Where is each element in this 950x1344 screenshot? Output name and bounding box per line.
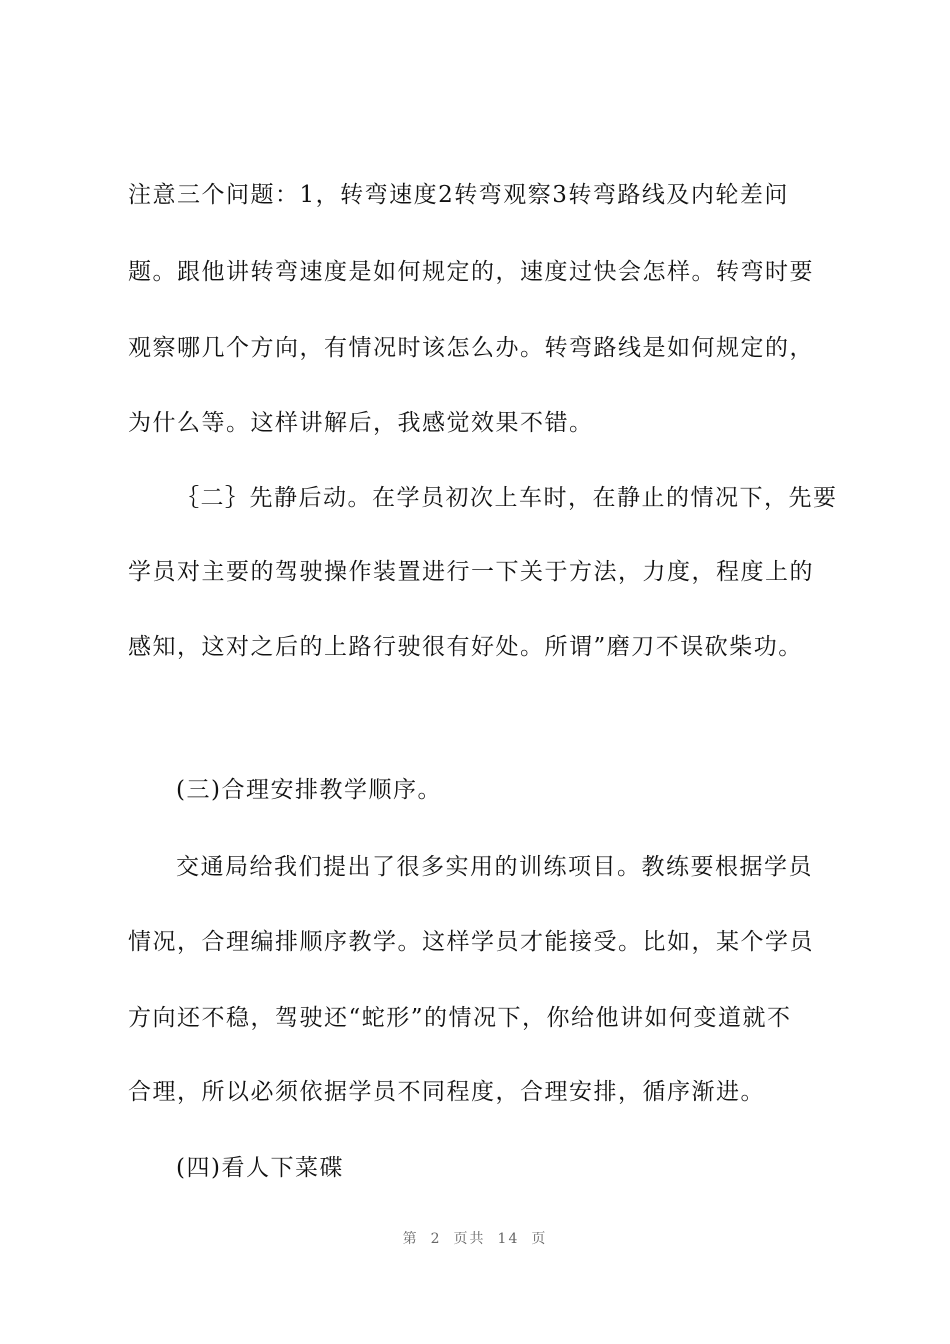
paragraph-line: 学员对主要的驾驶操作装置进行一下关于方法，力度，程度上的 bbox=[128, 559, 814, 585]
paragraph-line: 合理，所以必须依据学员不同程度，合理安排，循序渐进。 bbox=[128, 1079, 765, 1105]
section-heading: (四)看人下菜碟 bbox=[176, 1155, 344, 1181]
footer-label-end: 页 bbox=[531, 1231, 548, 1247]
paragraph-line: 题。跟他讲转弯速度是如何规定的，速度过快会怎样。转弯时要 bbox=[128, 259, 814, 285]
paragraph-line: 观察哪几个方向，有情况时该怎么办。转弯路线是如何规定的， bbox=[128, 335, 814, 361]
paragraph-line: 注意三个问题：1，转弯速度2转弯观察3转弯路线及内轮差问 bbox=[128, 182, 789, 208]
footer-current-page: 2 bbox=[430, 1231, 442, 1247]
paragraph-line: 情况，合理编排顺序教学。这样学员才能接受。比如，某个学员 bbox=[128, 929, 814, 955]
paragraph-line: 为什么等。这样讲解后，我感觉效果不错。 bbox=[128, 410, 594, 436]
footer-label-page: 第 bbox=[402, 1231, 419, 1247]
footer-label-of: 页共 bbox=[453, 1231, 486, 1247]
paragraph-line: 方向还不稳，驾驶还“蛇形”的情况下，你给他讲如何变道就不 bbox=[128, 1005, 792, 1031]
section-heading: (三)合理安排教学顺序。 bbox=[176, 777, 442, 803]
footer-total-pages: 14 bbox=[497, 1231, 520, 1247]
page-footer bbox=[0, 1228, 950, 1248]
paragraph-line: ｛二｝先静后动。在学员初次上车时，在静止的情况下，先要 bbox=[176, 485, 838, 511]
paragraph-line: 交通局给我们提出了很多实用的训练项目。教练要根据学员 bbox=[176, 854, 813, 880]
paragraph-line: 感知，这对之后的上路行驶很有好处。所谓”磨刀不误砍柴功。 bbox=[128, 634, 803, 660]
